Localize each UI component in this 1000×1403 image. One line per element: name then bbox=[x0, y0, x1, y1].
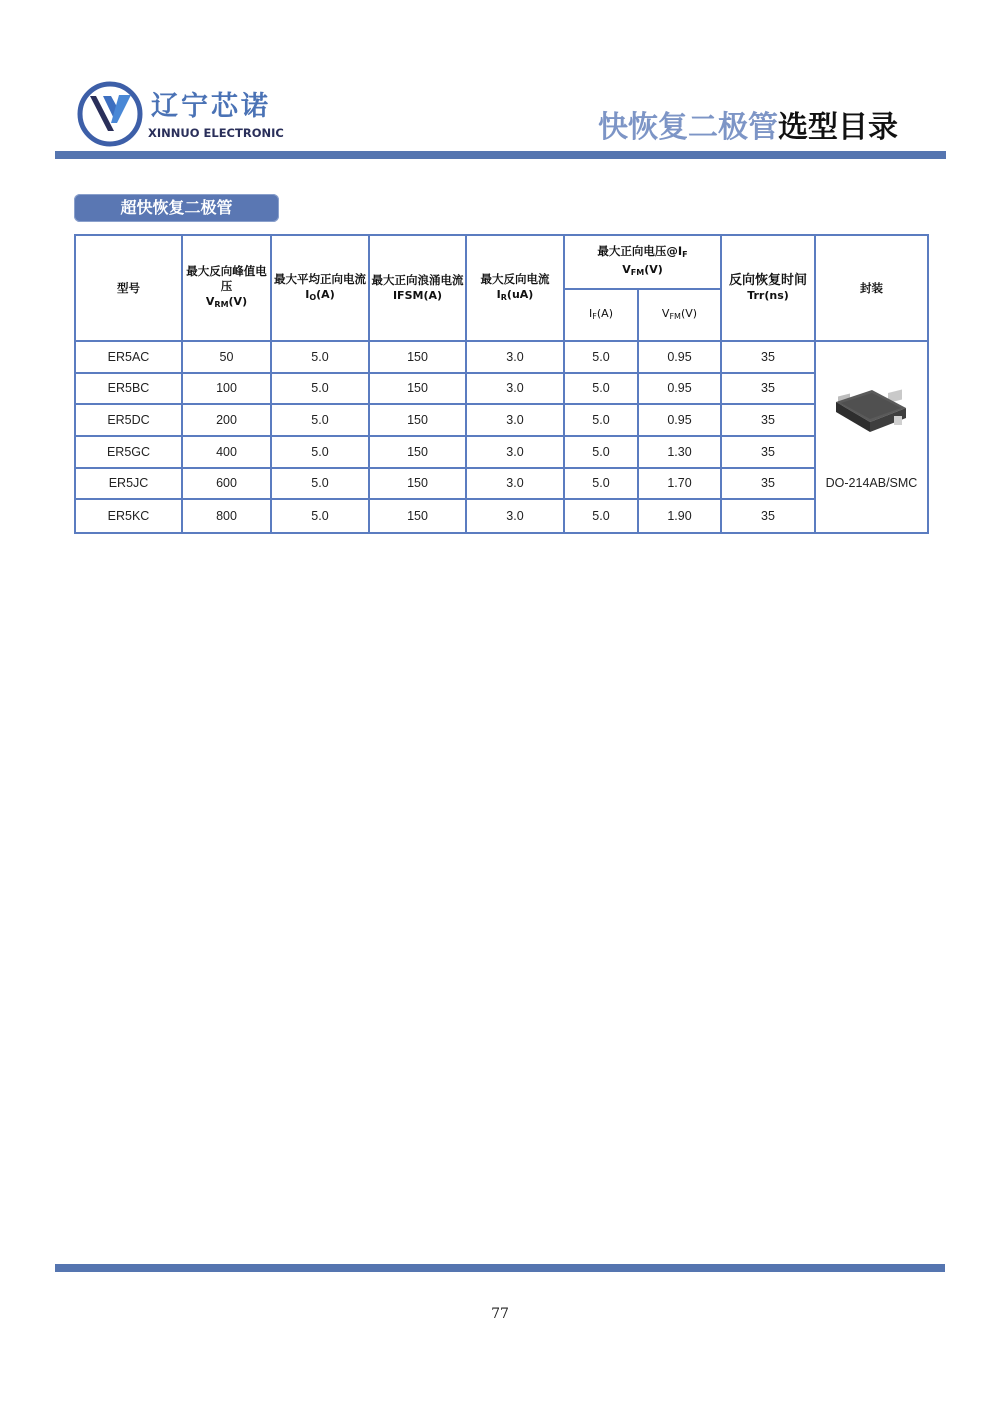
cell-ifsm: 150 bbox=[369, 436, 466, 468]
cell-vrm: 100 bbox=[182, 373, 271, 405]
cell-ifsm: 150 bbox=[369, 499, 466, 533]
header-vf-group: 最大正向电压$@I_F$ $V_{FM}(V)$ bbox=[564, 235, 721, 289]
cell-io: 5.0 bbox=[271, 341, 369, 373]
cell-vrm: 400 bbox=[182, 436, 271, 468]
company-logo-icon bbox=[77, 81, 143, 147]
table-row bbox=[75, 436, 928, 468]
cell-model: ER5AC bbox=[75, 341, 182, 373]
cell-ifsm: 150 bbox=[369, 341, 466, 373]
cell-model: ER5JC bbox=[75, 468, 182, 500]
page-header bbox=[55, 78, 946, 158]
cell-trr: 35 bbox=[721, 404, 815, 436]
cell-ifsm: 150 bbox=[369, 468, 466, 500]
cell-vfm: 1.70 bbox=[638, 468, 721, 500]
cell-ir: 3.0 bbox=[466, 373, 564, 405]
footer-divider bbox=[55, 1264, 945, 1272]
cell-ir: 3.0 bbox=[466, 468, 564, 500]
table-row bbox=[75, 404, 928, 436]
cell-model: ER5GC bbox=[75, 436, 182, 468]
cell-ir: 3.0 bbox=[466, 404, 564, 436]
table-row bbox=[75, 341, 928, 373]
cell-vfm: 0.95 bbox=[638, 404, 721, 436]
cell-vfm: 1.90 bbox=[638, 499, 721, 533]
cell-vfm: 0.95 bbox=[638, 373, 721, 405]
cell-vfm: 0.95 bbox=[638, 341, 721, 373]
table-header-row bbox=[75, 235, 928, 289]
page-title bbox=[598, 102, 898, 146]
cell-model: ER5KC bbox=[75, 499, 182, 533]
page-title-catalog: 选型目录 bbox=[778, 110, 898, 145]
cell-io: 5.0 bbox=[271, 373, 369, 405]
brand-name-english: XINNUO ELECTRONIC bbox=[148, 126, 284, 140]
header-if: $I_F(A)$ bbox=[564, 289, 638, 341]
cell-io: 5.0 bbox=[271, 468, 369, 500]
smc-package-icon bbox=[832, 376, 910, 442]
header-divider bbox=[55, 151, 946, 159]
cell-vrm: 200 bbox=[182, 404, 271, 436]
brand-name-chinese: 辽宁芯诺 bbox=[151, 91, 271, 122]
cell-if: 5.0 bbox=[564, 499, 638, 533]
cell-trr: 35 bbox=[721, 373, 815, 405]
header-io: 最大平均正向电流 $I_O(A)$ bbox=[271, 235, 369, 341]
cell-ir: 3.0 bbox=[466, 341, 564, 373]
cell-io: 5.0 bbox=[271, 404, 369, 436]
cell-trr: 35 bbox=[721, 341, 815, 373]
cell-if: 5.0 bbox=[564, 341, 638, 373]
header-trr: 反向恢复时间 Trr(ns) bbox=[721, 235, 815, 341]
table-row bbox=[75, 468, 928, 500]
cell-ifsm: 150 bbox=[369, 373, 466, 405]
cell-if: 5.0 bbox=[564, 373, 638, 405]
cell-vrm: 800 bbox=[182, 499, 271, 533]
cell-trr: 35 bbox=[721, 468, 815, 500]
page-number: 77 bbox=[491, 1306, 509, 1322]
cell-io: 5.0 bbox=[271, 499, 369, 533]
page-title-product: 快恢复二极管 bbox=[598, 110, 778, 145]
header-vfm: $V_{FM}(V)$ bbox=[638, 289, 721, 341]
header-package: 封装 bbox=[815, 235, 928, 341]
cell-ifsm: 150 bbox=[369, 404, 466, 436]
cell-model: ER5DC bbox=[75, 404, 182, 436]
cell-if: 5.0 bbox=[564, 468, 638, 500]
cell-trr: 35 bbox=[721, 499, 815, 533]
cell-vrm: 50 bbox=[182, 341, 271, 373]
cell-vrm: 600 bbox=[182, 468, 271, 500]
table-row bbox=[75, 499, 928, 533]
cell-trr: 35 bbox=[721, 436, 815, 468]
cell-ir: 3.0 bbox=[466, 436, 564, 468]
header-ifsm: 最大正向浪涌电流 IFSM(A) bbox=[369, 235, 466, 341]
header-model: 型号 bbox=[75, 235, 182, 341]
package-name: DO-214AB/SMC bbox=[825, 476, 918, 490]
header-vrm: 最大反向峰值电压 $V_{RM}(V)$ bbox=[182, 235, 271, 341]
spec-table bbox=[74, 234, 929, 534]
cell-vfm: 1.30 bbox=[638, 436, 721, 468]
cell-ir: 3.0 bbox=[466, 499, 564, 533]
cell-if: 5.0 bbox=[564, 436, 638, 468]
table-row bbox=[75, 373, 928, 405]
cell-package bbox=[815, 341, 928, 533]
cell-io: 5.0 bbox=[271, 436, 369, 468]
header-ir: 最大反向电流 $I_R(uA)$ bbox=[466, 235, 564, 341]
cell-model: ER5BC bbox=[75, 373, 182, 405]
section-label: 超快恢复二极管 bbox=[74, 194, 279, 222]
cell-if: 5.0 bbox=[564, 404, 638, 436]
